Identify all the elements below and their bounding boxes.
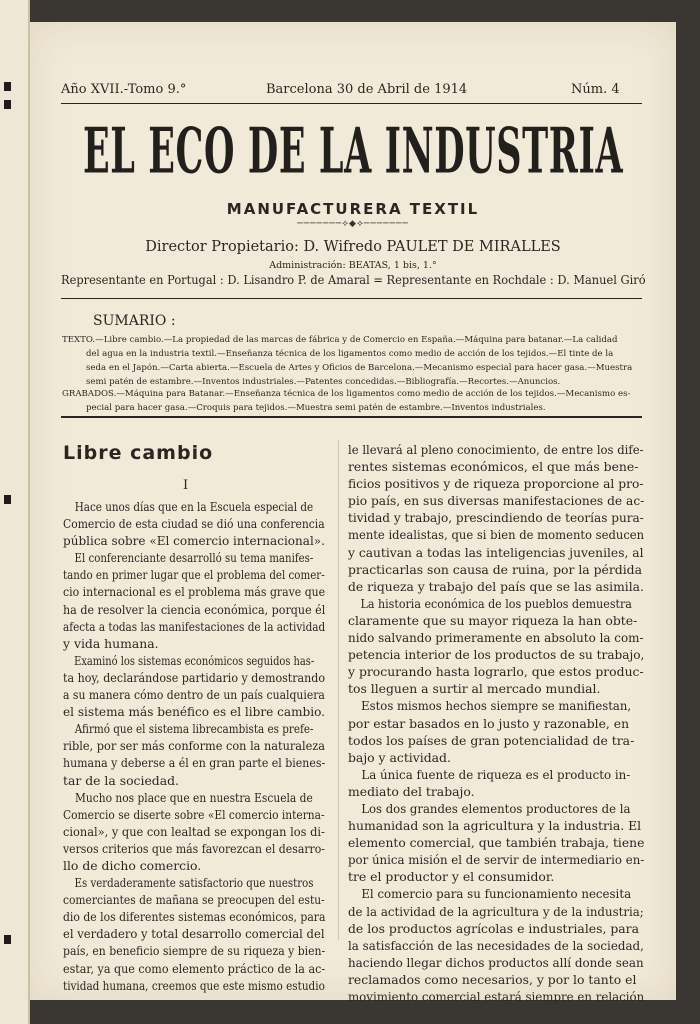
article-line: Los dos grandes elementos productores de la: [361, 800, 631, 816]
article-line: rentes sistemas económicos, el que más bene-: [348, 459, 639, 475]
article-line: humana y deberse a él en gran parte el bienes-: [63, 755, 326, 771]
article-line: y cautivan a todas las inteligencias juveniles, al: [348, 544, 644, 560]
article-column-left: [63, 498, 325, 994]
article-line: Afirmó que el sistema librecambista es prefe-: [74, 721, 314, 737]
director-line: Director Propietario: D. Wifredo PAULET DE MIRALLES: [145, 239, 561, 255]
representatives-line: Representante en Portugal : D. Lisandro P. de Amaral = Representante en Rochdale : D. Manuel Giró: [61, 273, 646, 287]
issue-number: Núm. 4: [571, 82, 620, 97]
article-line: ficios positivos y de riqueza proporcione al pro-: [348, 476, 644, 492]
article-line: ta hoy, declarándose partidario y demostrando: [63, 669, 326, 685]
article-line: practicarlas son causa de ruina, por la pérdida: [348, 561, 643, 577]
article-line: Comercio de esta ciudad se dió una conferencia: [63, 516, 325, 532]
article-line: Estos mismos hechos siempre se manifiestan,: [361, 698, 632, 714]
summary-title: SUMARIO :: [93, 313, 176, 329]
article-line: todos los países de gran potencialidad de tra-: [348, 732, 635, 748]
binding-mark: [4, 100, 11, 109]
article-title: Libre cambio: [63, 442, 214, 464]
binding-mark: [4, 935, 11, 944]
article-line: Mucho nos place que en nuestra Escuela de: [75, 789, 313, 805]
article-line: a su manera cómo dentro de un país cualquiera: [63, 687, 325, 703]
article-line: haciendo llegar dichos productos allí donde sean: [348, 954, 644, 970]
article-line: cional», y que con lealtad se expongan los di-: [63, 823, 325, 839]
article-line: por estar basados en lo justo y razonable, en: [348, 715, 630, 731]
article-line: El comercio para su funcionamiento necesita: [361, 886, 632, 902]
article-line: pública sobre «El comercio internacional».: [63, 533, 325, 549]
summary-rule: [61, 416, 642, 418]
article-line: petencia interior de los productos de su trabajo,: [348, 647, 645, 663]
article-line: La historia económica de los pueblos demuestra: [360, 595, 632, 611]
article-line: Comercio se diserte sobre «El comercio interna-: [63, 806, 325, 822]
article-line: país, en beneficio siempre de su riqueza y bien-: [63, 943, 326, 959]
summary-line: semi patén de estambre.—Inventos industriales.—Patentes concedidas.—Bibliografía.—Recortes.—Anuncios.: [86, 377, 561, 387]
summary-line: del agua en la industria textil.—Enseñanza técnica de los ligamentos como medio de acción de los tejidos.—El tinte de la: [86, 349, 614, 359]
article-line: afecta a todas las manifestaciones de la actividad: [63, 618, 326, 634]
article-line: cio internacional es el problema más grave que: [63, 584, 326, 600]
summary-line: GRABADOS.—Máquina para Batanar.—Enseñanza técnica de los ligamentos como medio de acción de los tejidos.—Mecanismo es-: [62, 389, 631, 399]
article-column-right: [348, 441, 644, 1005]
summary-line: seda en el Japón.—Carta abierta.—Escuela de Artes y Oficios de Barcelona.—Mecanismo especial para hacer gasa.—Muestra: [86, 363, 633, 373]
article-line: tos lleguen a surtir al mercado mundial.: [348, 681, 601, 697]
article-line: tividad humana, creemos que este mismo estudio: [63, 977, 325, 993]
article-line: ha de resolver la ciencia económica, porque él: [63, 601, 326, 617]
binding-mark: [4, 82, 11, 91]
administration-line: Administración: BEATAS, 1 bis, 1.°: [269, 260, 437, 271]
article-line: mente idealistas, que si bien de momento seducen: [348, 527, 645, 543]
article-line: versos criterios que más favorezcan el desarro-: [63, 840, 325, 856]
binding-mark: [4, 495, 11, 504]
article-line: dio de los diferentes sistemas económicos, para: [63, 909, 326, 925]
column-divider: [338, 440, 339, 940]
article-line: elemento comercial, que también trabaja, tiene: [348, 835, 645, 851]
article-line: movimiento comercial estará siempre en relación: [348, 989, 645, 1004]
header-rule: [61, 103, 642, 104]
article-line: estar, ya que como elemento práctico de la ac-: [63, 960, 326, 976]
article-line: le llevará al pleno conocimiento, de entre los dife-: [348, 442, 644, 457]
article-line: el sistema más benéfico es el libre cambio.: [63, 704, 325, 720]
article-section-number: I: [183, 478, 189, 493]
article-line: claramente que su mayor riqueza la han obte-: [348, 612, 638, 628]
article-line: mediato del trabajo.: [348, 783, 475, 799]
summary-line: TEXTO.—Libre cambio.—La propiedad de las marcas de fábrica y de Comercio en España.—Máquina para batanar.—La calidad: [62, 335, 618, 345]
article-line: tre el productor y el consumidor.: [348, 869, 555, 885]
credits-rule: [61, 298, 642, 299]
article-line: bajo y actividad.: [348, 749, 451, 765]
article-line: reclamados como necesarios, y por lo tanto el: [348, 971, 637, 987]
article-line: llo de dicho comercio.: [63, 857, 202, 873]
article-line: tando en primer lugar que el problema del comer-: [63, 567, 325, 583]
article-line: de riqueza y trabajo del país que se las asimila.: [348, 578, 644, 594]
previous-page-edge: [0, 0, 30, 1024]
masthead-subtitle: MANUFACTURERA TEXTIL: [226, 200, 480, 218]
article-line: Hace unos días que en la Escuela especial de: [74, 499, 314, 514]
article-line: la satisfacción de las necesidades de la sociedad,: [348, 937, 644, 953]
summary-line: pecial para hacer gasa.—Croquis para tejidos.—Muestra semi patén de estambre.—Inventos industriales.: [86, 403, 546, 413]
article-line: Es verdaderamente satisfactorio que nuestros: [74, 875, 314, 891]
ornament-divider: ───────⟡◆⟡───────: [297, 219, 409, 229]
article-line: y vida humana.: [63, 635, 159, 651]
article-line: de la actividad de la agricultura y de la industria;: [348, 903, 644, 919]
article-line: de los productos agrícolas e industriales, para: [348, 920, 639, 936]
article-line: El conferenciante desarrolló su tema manifes-: [74, 550, 314, 566]
article-line: humanidad son la agricultura y la industria. El: [348, 818, 642, 834]
issue-date: Barcelona 30 de Abril de 1914: [266, 82, 468, 97]
article-line: pio país, en sus diversas manifestaciones de ac-: [348, 493, 645, 509]
article-line: y procurando hasta lograrlo, que estos produc-: [348, 664, 644, 680]
article-line: tividad y trabajo, prescindiendo de teorías pura-: [348, 510, 644, 526]
article-line: Examinó los sistemas económicos seguidos has-: [74, 652, 315, 668]
article-line: La única fuente de riqueza es el producto in-: [361, 766, 631, 782]
newspaper-page: [30, 22, 676, 1004]
volume-label: Año XVII.-Tomo 9.°: [61, 82, 187, 97]
article-line: el verdadero y total desarrollo comercial del: [63, 926, 325, 942]
article-line: rible, por ser más conforme con la naturaleza: [63, 738, 326, 754]
article-line: por única misión el de servir de intermediario en-: [348, 852, 645, 868]
article-line: tar de la sociedad.: [63, 772, 179, 788]
article-line: nido salvando primeramente en absoluto la com-: [348, 630, 644, 646]
masthead-title: EL ECO DE LA INDUSTRIA: [83, 114, 624, 188]
article-line: comerciantes de mañana se preocupen del estu-: [63, 892, 325, 908]
